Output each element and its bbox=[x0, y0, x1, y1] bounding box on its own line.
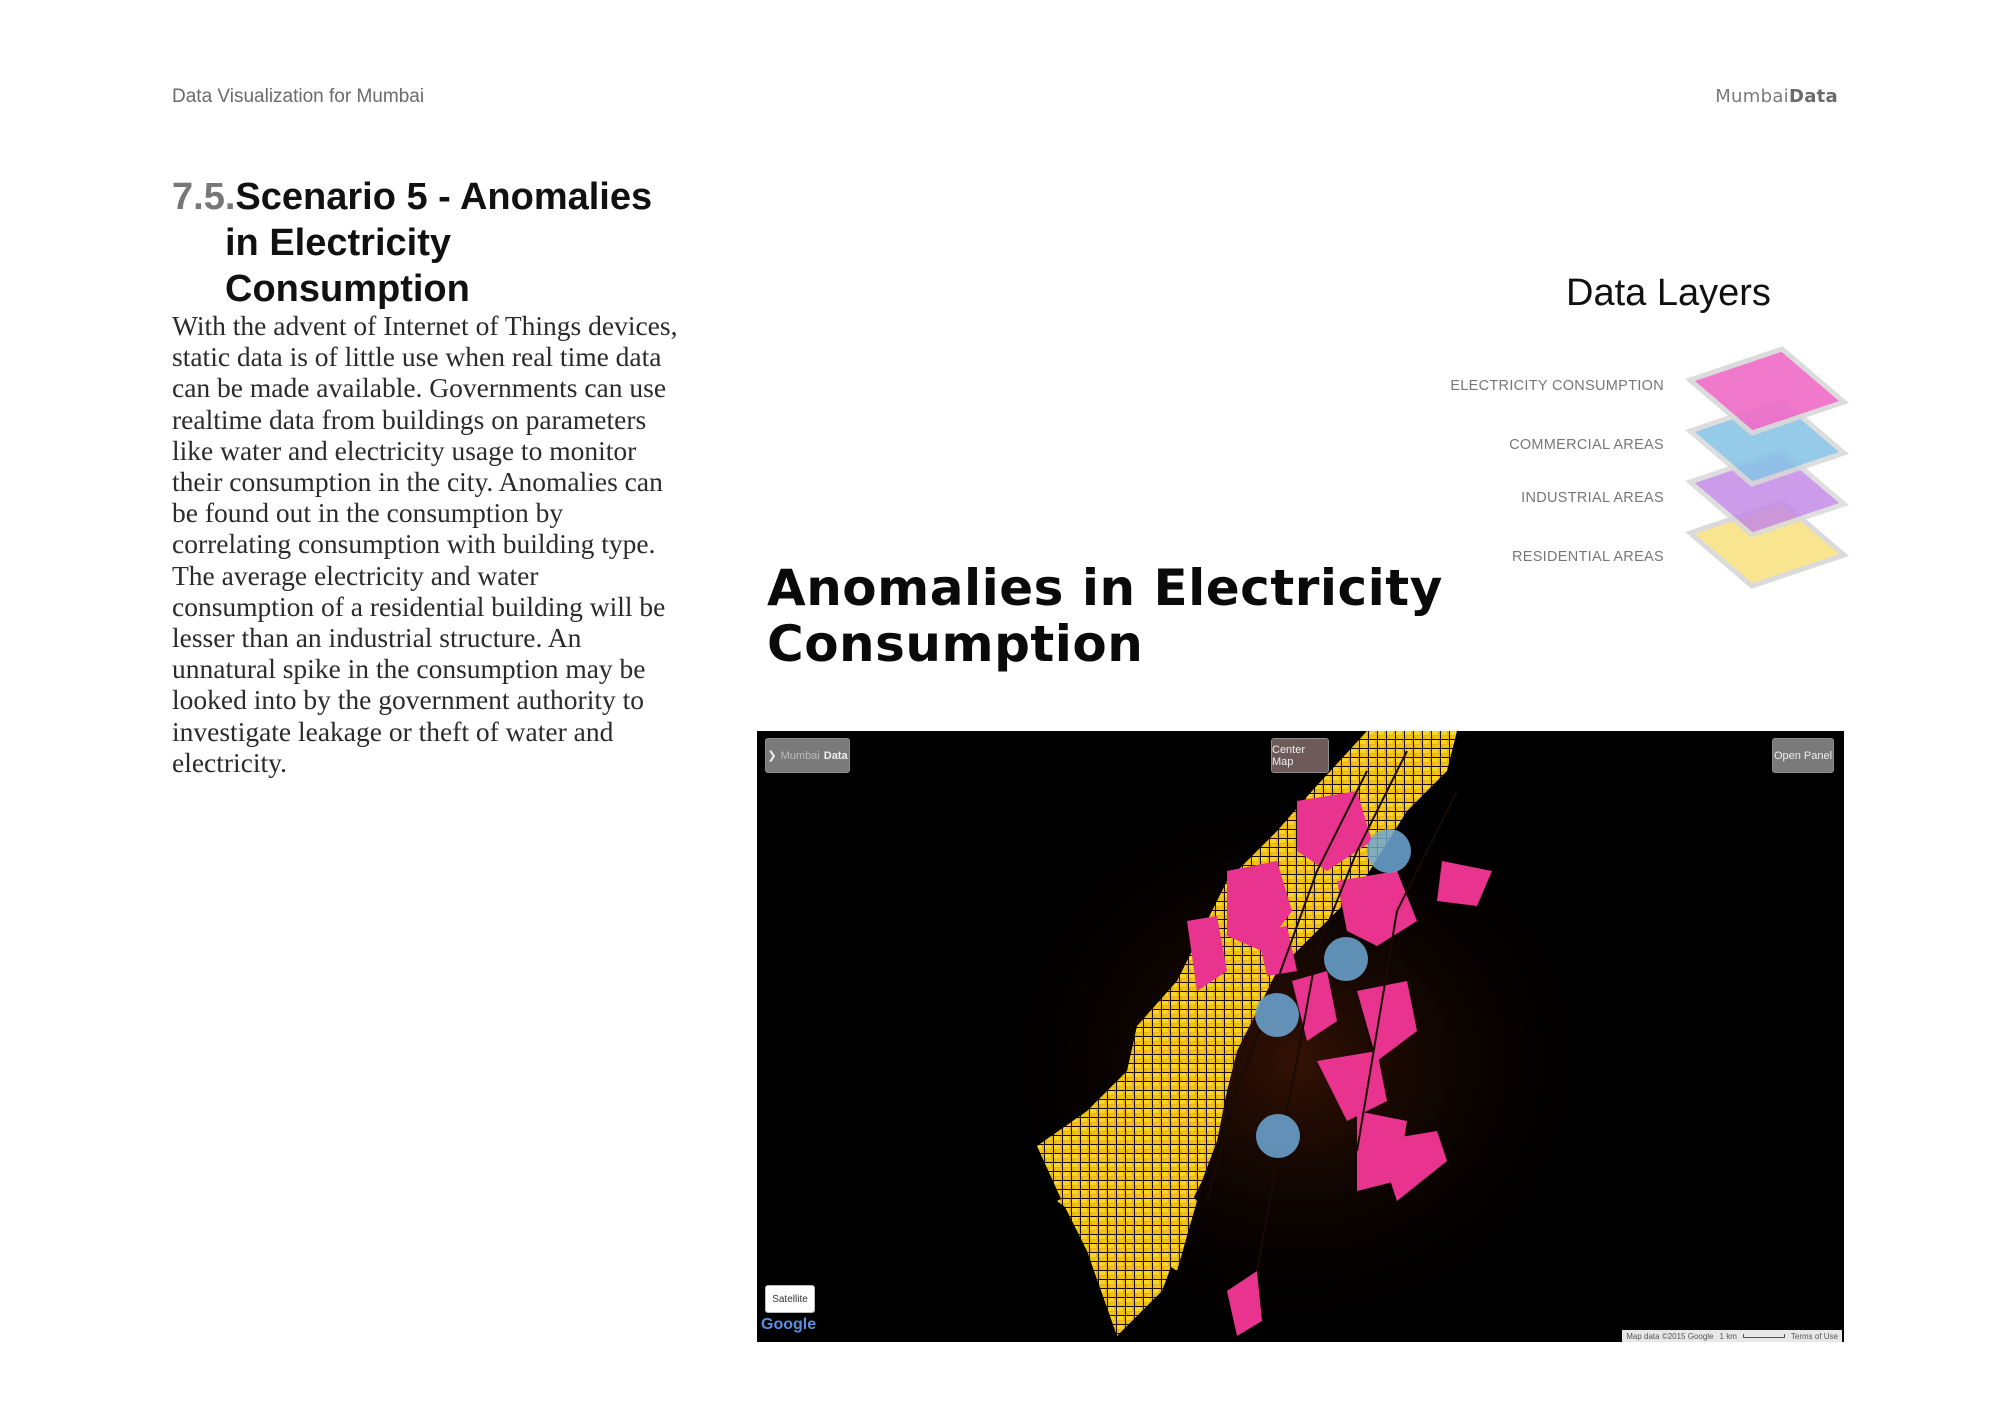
document-header: Data Visualization for Mumbai bbox=[172, 86, 425, 107]
section-number: 7.5. bbox=[172, 176, 236, 218]
map-view[interactable] bbox=[757, 731, 1844, 1342]
map-canvas[interactable] bbox=[757, 731, 1844, 1342]
layer-label-electricity: ELECTRICITY CONSUMPTION bbox=[1450, 378, 1664, 394]
satellite-button[interactable]: Satellite bbox=[765, 1285, 815, 1313]
section-title-line1: Scenario 5 - Anomalies bbox=[235, 176, 653, 218]
section-title-line2: in Electricity bbox=[225, 222, 451, 264]
center-map-button[interactable]: Center Map bbox=[1271, 738, 1329, 773]
section-title bbox=[172, 174, 692, 312]
brand-bold: Data bbox=[1788, 86, 1838, 107]
map-brand-button[interactable] bbox=[765, 738, 850, 773]
section-title-line3: Consumption bbox=[225, 268, 470, 310]
anomaly-marker[interactable] bbox=[1367, 829, 1411, 873]
anomaly-marker[interactable] bbox=[1324, 937, 1368, 981]
attribution-text: Map data ©2015 Google bbox=[1626, 1331, 1714, 1341]
layer-label-commercial: COMMERCIAL AREAS bbox=[1509, 437, 1664, 453]
anomaly-marker[interactable] bbox=[1256, 1114, 1300, 1158]
google-logo[interactable]: Google bbox=[761, 1316, 817, 1333]
layer-label-residential: RESIDENTIAL AREAS bbox=[1511, 549, 1664, 565]
scale-label: 1 km bbox=[1719, 1331, 1737, 1341]
scale-bar bbox=[1743, 1334, 1785, 1338]
figure-title: Anomalies in Electricity Consumption bbox=[767, 559, 1443, 673]
anomaly-marker[interactable] bbox=[1255, 993, 1299, 1037]
pin-icon: ❯ bbox=[767, 750, 777, 762]
layers-stack-diagram bbox=[1668, 330, 1858, 620]
map-attribution bbox=[1622, 1330, 1842, 1342]
section-body: With the advent of Internet of Things devices, static data is of little use when real time data can be made available. Governments can use realtime data from buildings on parameters like water and electricity usage to monitor their consumption in the city. Anomalies can be found out in the consumption by correlating consumption with building type. The average electricity and water consumption of a residential building will be lesser than an industrial structure. An unnatural spike in the consumption may be looked into by the government authority to investigate leakage or theft of water and electricity. bbox=[172, 310, 678, 778]
layer-label-industrial: INDUSTRIAL AREAS bbox=[1521, 490, 1664, 506]
brand-logo bbox=[1715, 86, 1838, 107]
brand-light: Mumbai bbox=[1715, 86, 1789, 107]
map-logo-light: Mumbai bbox=[780, 749, 820, 762]
terms-link[interactable]: Terms of Use bbox=[1790, 1331, 1838, 1341]
layers-title: Data Layers bbox=[1566, 272, 1771, 314]
map-logo-bold: Data bbox=[823, 749, 848, 762]
layer-electricity-plane bbox=[1690, 349, 1844, 433]
open-panel-button[interactable]: Open Panel bbox=[1772, 738, 1834, 773]
